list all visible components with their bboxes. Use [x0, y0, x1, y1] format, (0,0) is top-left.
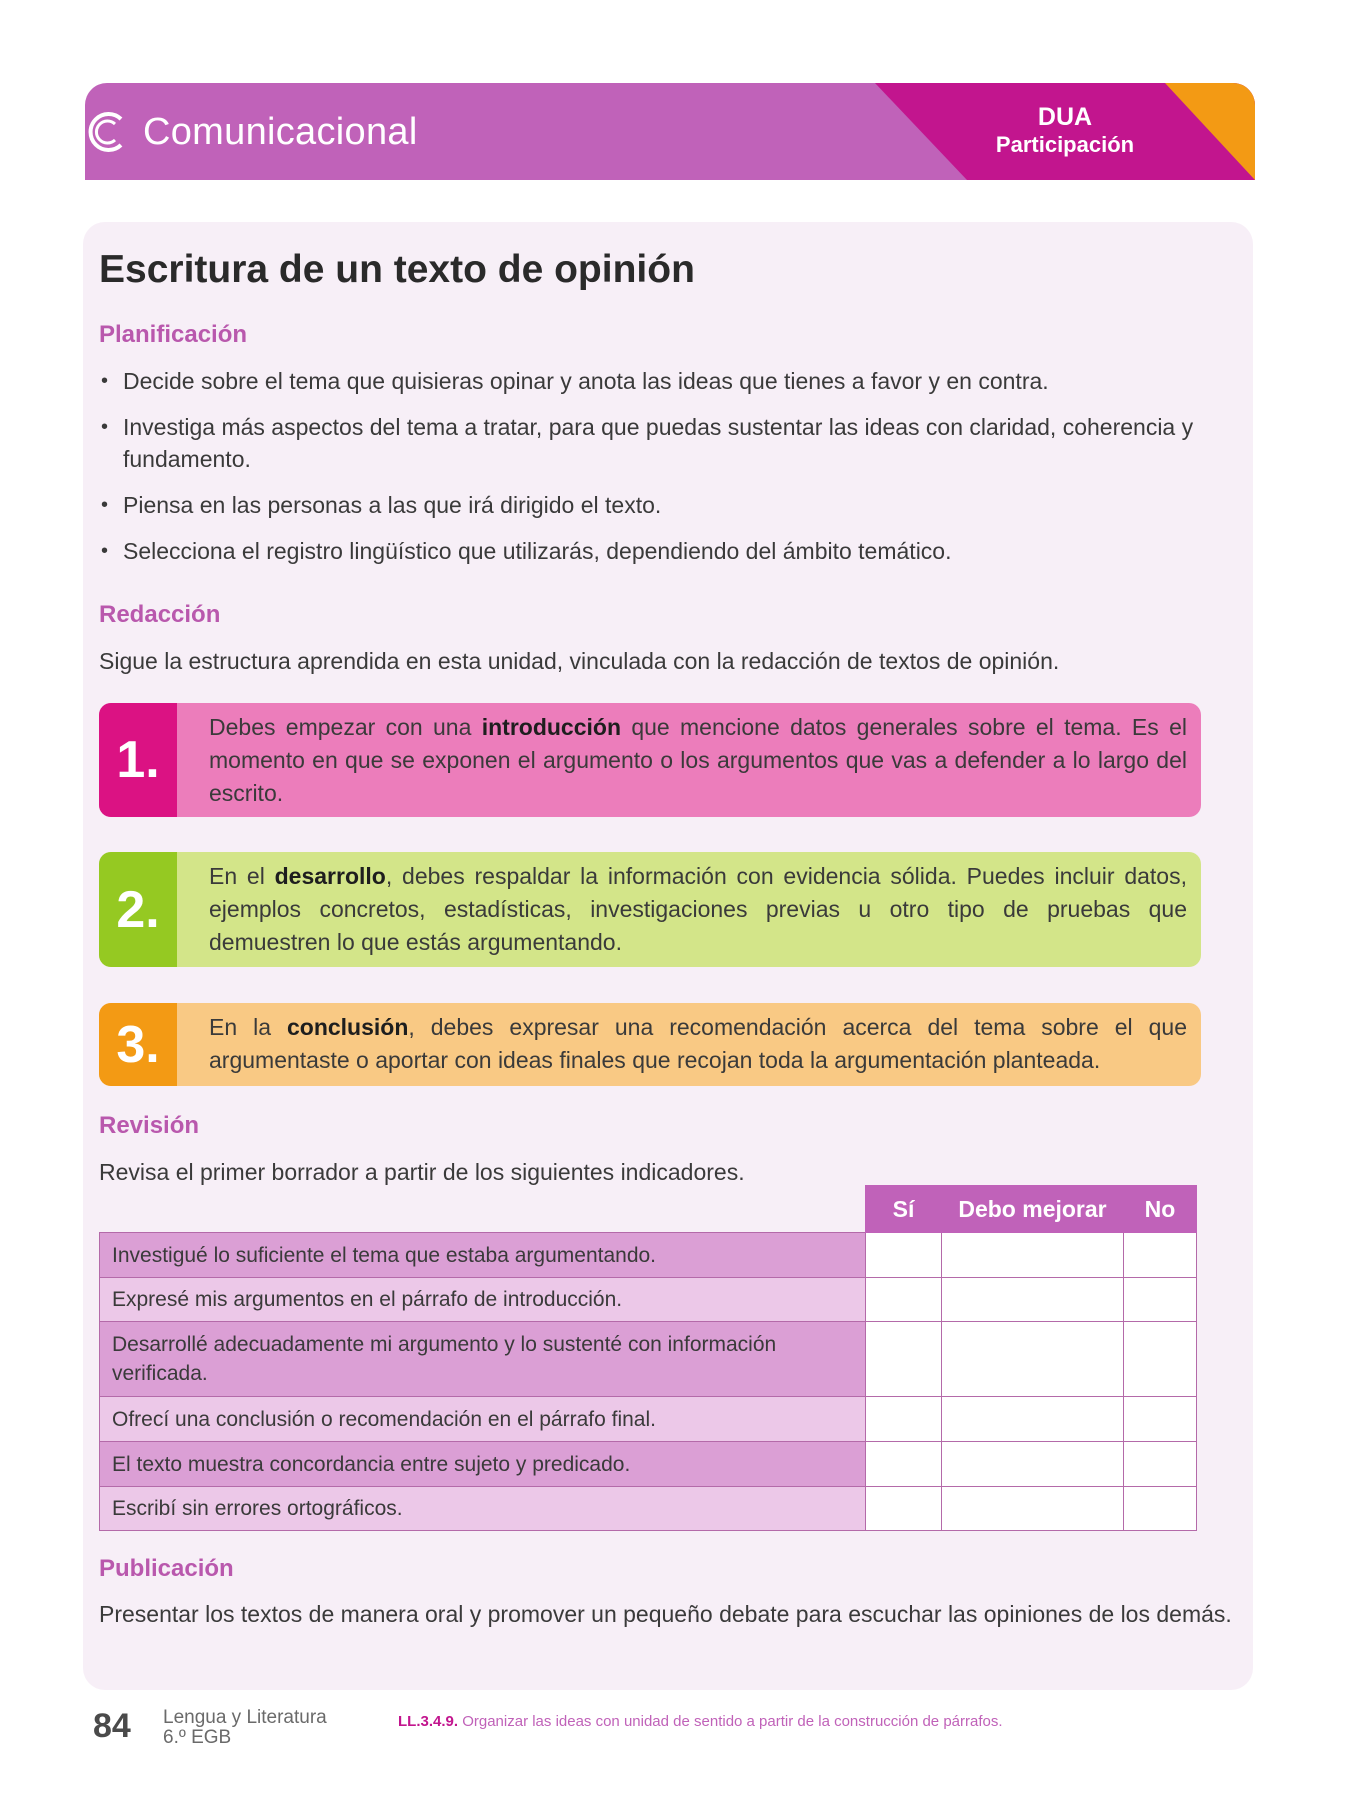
table-row [100, 1397, 1197, 1442]
step-number: 2. [99, 852, 177, 967]
check-cell-debo-mejorar[interactable] [942, 1487, 1124, 1531]
dua-label [985, 103, 1145, 159]
check-cell-si[interactable] [866, 1487, 942, 1531]
step-number: 3. [99, 1003, 177, 1086]
check-cell-no[interactable] [1124, 1233, 1197, 1278]
check-cell-no[interactable] [1124, 1442, 1197, 1487]
content-card [83, 222, 1253, 1690]
indicator-cell: Expresé mis argumentos en el párrafo de introducción. [100, 1278, 866, 1322]
check-cell-debo-mejorar[interactable] [942, 1397, 1124, 1442]
check-cell-debo-mejorar[interactable] [942, 1442, 1124, 1487]
step-number: 1. [99, 703, 177, 817]
indicator-cell: El texto muestra concordancia entre sujeto y predicado. [100, 1442, 866, 1487]
check-cell-si[interactable] [866, 1278, 942, 1322]
footer-standard: LL.3.4.9. Organizar las ideas con unidad de sentido a partir de la construcción de párrafos. [398, 1713, 1003, 1730]
table-row [100, 1487, 1197, 1531]
footer-subject: Lengua y Literatura 6.º EGB [163, 1707, 327, 1748]
check-cell-debo-mejorar[interactable] [942, 1278, 1124, 1322]
list-item: • Selecciona el registro lingüístico que utilizarás, dependiendo del ámbito temático. [101, 538, 952, 564]
step-introduccion [99, 703, 1201, 817]
list-item: • Piensa en las personas a las que irá dirigido el texto. [101, 492, 662, 518]
step-text: Debes empezar con una introducción que mencione datos generales sobre el tema. Es el momento en que se exponen el argumento o los argumentos que vas a defender a lo largo del escrito. [209, 714, 1187, 806]
check-cell-si[interactable] [866, 1233, 942, 1278]
check-cell-no[interactable] [1124, 1487, 1197, 1531]
column-header-si: Sí [866, 1186, 942, 1233]
heading-publicacion: Publicación [99, 1555, 234, 1582]
list-item: • Decide sobre el tema que quisieras opinar y anota las ideas que tienes a favor y en contra. [101, 368, 1049, 394]
revision-table [99, 1185, 1197, 1531]
step-conclusion [99, 1003, 1201, 1086]
header-banner [85, 83, 1255, 180]
column-header-no: No [1124, 1186, 1197, 1233]
indicator-cell: Investigué lo suficiente el tema que estaba argumentando. [100, 1233, 866, 1278]
heading-planificacion: Planificación [99, 321, 248, 348]
check-cell-no[interactable] [1124, 1278, 1197, 1322]
dua-subtitle: Participación [995, 132, 1135, 157]
table-row [100, 1322, 1197, 1397]
check-cell-si[interactable] [866, 1442, 942, 1487]
page-number: 84 [93, 1707, 131, 1745]
table-row [100, 1233, 1197, 1278]
check-cell-si[interactable] [866, 1397, 942, 1442]
subject-title: Comunicacional [143, 111, 418, 153]
step-desarrollo [99, 852, 1201, 967]
table-corner [100, 1186, 866, 1233]
planificacion-list [99, 365, 1249, 581]
check-cell-no[interactable] [1124, 1322, 1197, 1397]
revision-intro: Revisa el primer borrador a partir de los siguientes indicadores. [99, 1159, 745, 1185]
indicator-cell: Escribí sin errores ortográficos. [100, 1487, 866, 1531]
publicacion-text: Presentar los textos de manera oral y promover un pequeño debate para escuchar las opiniones de los demás. [99, 1601, 1232, 1627]
c-logo-icon [85, 107, 125, 157]
table-row [100, 1442, 1197, 1487]
check-cell-si[interactable] [866, 1322, 942, 1397]
table-row [100, 1278, 1197, 1322]
dua-title: DUA [1037, 103, 1093, 131]
check-cell-no[interactable] [1124, 1397, 1197, 1442]
check-cell-debo-mejorar[interactable] [942, 1233, 1124, 1278]
check-cell-debo-mejorar[interactable] [942, 1322, 1124, 1397]
column-header-debo-mejorar: Debo mejorar [942, 1186, 1124, 1233]
indicator-cell: Ofrecí una conclusión o recomendación en el párrafo final. [100, 1397, 866, 1442]
indicator-cell: Desarrollé adecuadamente mi argumento y lo sustenté con información verificada. [100, 1322, 866, 1397]
redaccion-intro: Sigue la estructura aprendida en esta unidad, vinculada con la redacción de textos de opinión. [99, 648, 1060, 674]
step-text: En la conclusión, debes expresar una recomendación acerca del tema sobre el que argumentaste o aportar con ideas finales que recojan toda la argumentación planteada. [209, 1014, 1187, 1073]
heading-redaccion: Redacción [99, 601, 221, 628]
page-title: Escritura de un texto de opinión [99, 248, 695, 291]
step-text: En el desarrollo, debes respaldar la información con evidencia sólida. Puedes incluir datos, ejemplos concretos, estadísticas, investigaciones previas u otro tipo de pruebas que demuestren lo que estás argumentando. [209, 863, 1187, 955]
heading-revision: Revisión [99, 1112, 200, 1139]
list-item: • Investiga más aspectos del tema a tratar, para que puedas sustentar las ideas con claridad, coherencia y fundamento. [101, 414, 1194, 472]
